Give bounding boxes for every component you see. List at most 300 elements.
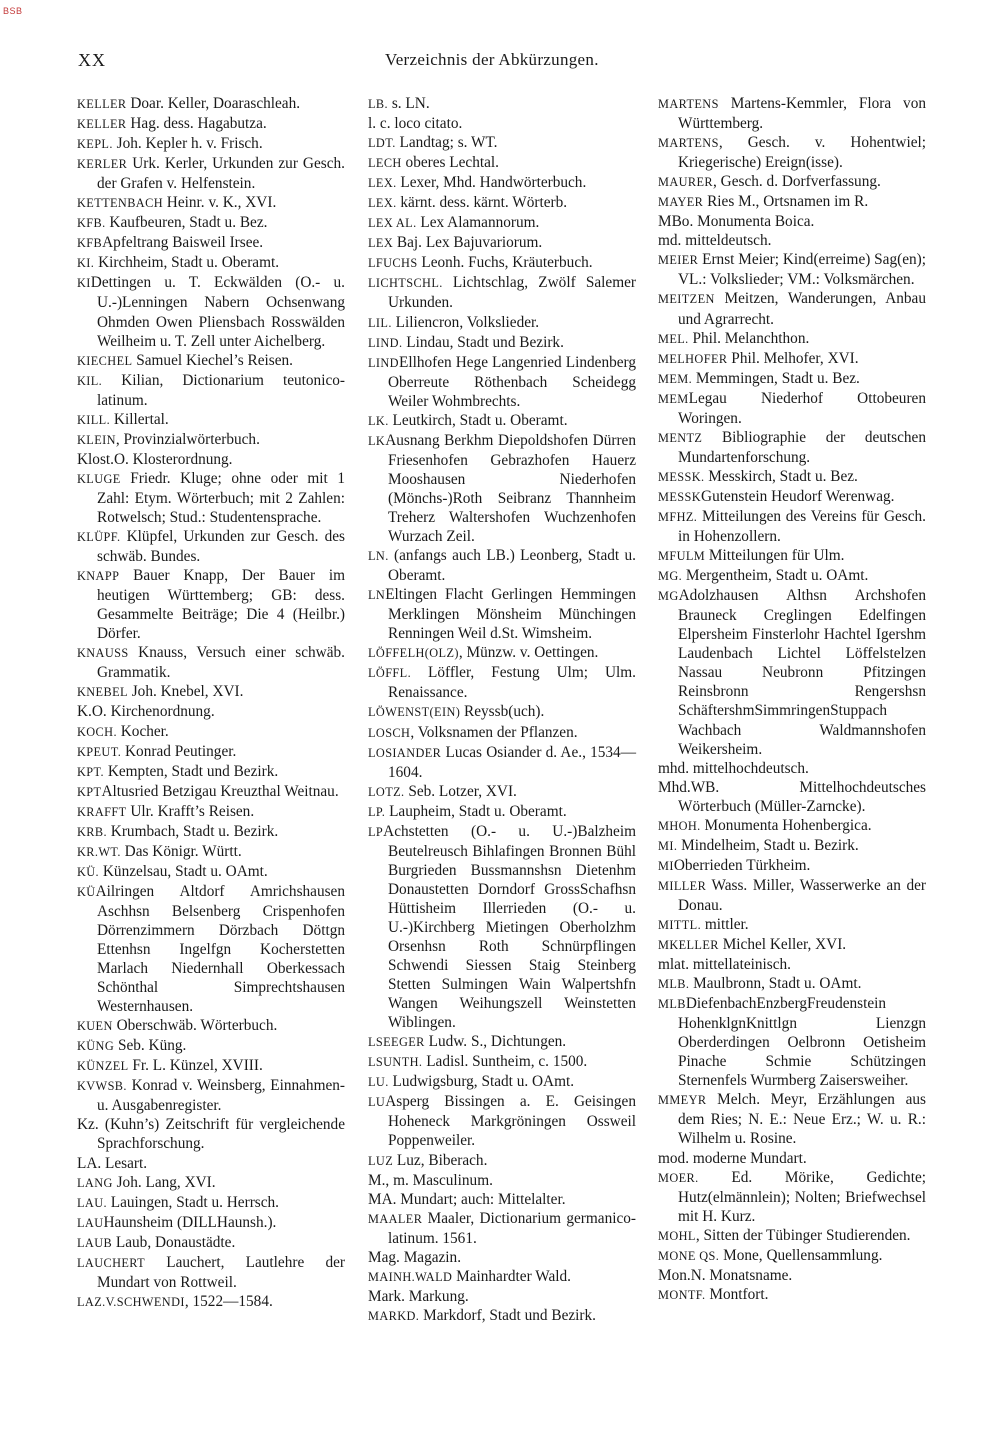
entry-text: Heinr. v. K., XVI. — [162, 194, 277, 212]
entry-text: Lexer, Mhd. Handwörterbuch. — [396, 174, 587, 192]
entry-abbreviation: LIND — [368, 355, 399, 370]
abbreviation-entry — [368, 1092, 636, 1150]
abbreviation-entry — [77, 566, 345, 643]
entry-abbreviation: MI — [658, 858, 674, 873]
entry-abbreviation: LEX. — [368, 196, 397, 211]
entry-abbreviation: KRAFFT — [77, 804, 127, 819]
abbreviation-entry — [368, 431, 636, 546]
abbreviation-entry — [658, 94, 926, 133]
abbreviation-entry — [658, 546, 926, 566]
entry-text: Kempten, Stadt und Bezirk. — [104, 762, 279, 780]
entry-text: Mark. Markung. — [368, 1287, 469, 1305]
abbreviation-entry — [77, 842, 345, 862]
entry-abbreviation: LSUNTH. — [368, 1055, 423, 1070]
entry-text: Ludw. S., Dichtungen. — [424, 1033, 567, 1051]
entry-text: Lauingen, Stadt u. Herrsch. — [106, 1193, 279, 1211]
entry-abbreviation: MONE QS. — [658, 1248, 720, 1263]
entry-text: MBo. Monumenta Boica. — [658, 213, 815, 231]
abbreviation-entry — [77, 94, 345, 114]
entry-abbreviation: LN. — [368, 549, 389, 564]
entry-text: Künzelsau, Stadt u. OAmt. — [99, 862, 268, 880]
entry-abbreviation: KPT. — [77, 764, 104, 779]
entry-abbreviation: KPT — [77, 784, 102, 799]
abbreviation-entry — [77, 134, 345, 154]
abbreviation-entry — [368, 153, 636, 173]
abbreviation-entry — [658, 955, 926, 974]
entry-abbreviation: MARTENS — [658, 136, 719, 151]
abbreviation-entry — [368, 313, 636, 333]
abbreviation-entry — [658, 994, 926, 1090]
entry-abbreviation: LAU — [77, 1215, 104, 1230]
entry-text: Ernst Meier; Kind(erreime) Sag(en); VL.: Volkslieder; VM.: Volksmärchen. — [678, 251, 926, 289]
entry-abbreviation: KPEUT. — [77, 744, 122, 759]
abbreviation-entry — [368, 1267, 636, 1287]
abbreviation-entry — [368, 173, 636, 193]
abbreviation-entry — [368, 233, 636, 253]
entry-text: mlat. mittellateinisch. — [658, 956, 791, 974]
entry-abbreviation: MAALER — [368, 1211, 423, 1226]
entry-text: Luz, Biberach. — [393, 1151, 488, 1169]
abbreviation-entry — [77, 802, 345, 822]
abbreviation-entry — [77, 114, 345, 134]
abbreviation-entry — [77, 1056, 345, 1076]
entry-abbreviation: MESSK — [658, 489, 702, 504]
entry-abbreviation: MENTZ — [658, 430, 703, 445]
entry-abbreviation: KLUGE — [77, 471, 121, 486]
entry-text: MA. Mundart; auch: Mittelalter. — [368, 1190, 566, 1208]
abbreviation-entry — [658, 192, 926, 212]
entry-text: , Provinzialwörterbuch. — [115, 430, 260, 448]
abbreviation-entry — [658, 369, 926, 389]
entry-abbreviation: MFHZ. — [658, 509, 698, 524]
abbreviation-entry — [658, 467, 926, 487]
entry-text: mhd. mittelhochdeutsch. — [658, 759, 809, 777]
abbreviation-entry — [658, 1285, 926, 1305]
abbreviation-entry — [658, 586, 926, 758]
entry-text: l. c. loco citato. — [368, 115, 463, 133]
entry-text: Maaler, Dictionarium germanico-latinum. 1561. — [388, 1209, 636, 1247]
abbreviation-entry — [368, 1072, 636, 1092]
abbreviation-entry — [77, 1233, 345, 1253]
abbreviation-entry — [368, 94, 636, 114]
entry-abbreviation: KNAUSS — [77, 646, 129, 661]
entry-text: Ries M., Ortsnamen im R. — [703, 193, 869, 211]
entry-text: Meitzen, Wanderungen, Anbau und Agrarrecht. — [678, 290, 926, 328]
abbreviation-entry — [368, 1248, 636, 1267]
entry-text: Phil. Melanchthon. — [688, 329, 810, 347]
abbreviation-entry — [658, 329, 926, 349]
entry-text: Leonh. Fuchs, Kräuterbuch. — [417, 254, 593, 272]
abbreviation-entry — [77, 1213, 345, 1233]
entry-abbreviation: MOHL — [658, 1228, 696, 1243]
abbreviation-entry — [77, 1292, 345, 1312]
entry-text: Friedr. Kluge; ohne oder mit 1 Zahl: Etym. Wörterbuch; mit 2 Zahlen: Rotwelsch; Stud.: Studentensprache. — [97, 469, 345, 526]
entry-abbreviation: LEX — [368, 236, 394, 251]
entry-text: Wass. Miller, Wasserwerke an der Donau. — [678, 876, 926, 914]
entry-abbreviation: KELLER — [77, 117, 127, 132]
entry-text: Kz. (Kuhn’s) Zeitschrift für vergleichende Sprachforschung. — [77, 1116, 345, 1153]
entry-text: Fr. L. Künzel, XVIII. — [128, 1057, 263, 1075]
abbreviation-entry — [77, 1193, 345, 1213]
abbreviation-entry — [658, 759, 926, 778]
abbreviation-entry — [77, 371, 345, 410]
entry-abbreviation: LOTZ. — [368, 784, 405, 799]
abbreviation-entry — [368, 133, 636, 153]
entry-text: (anfangs auch LB.) Leonberg, Stadt u. Oberamt. — [388, 547, 636, 585]
entry-abbreviation: KIL. — [77, 373, 103, 388]
entry-abbreviation: LÖFFELH(OLZ) — [368, 646, 459, 661]
abbreviation-entry — [658, 876, 926, 915]
entry-text: , Münzw. v. Oettingen. — [458, 644, 599, 662]
abbreviation-entry — [658, 507, 926, 546]
entry-abbreviation: LFUCHS — [368, 256, 418, 271]
entry-text: K.O. Kirchenordnung. — [77, 703, 215, 721]
entry-text: oberes Lechtal. — [401, 154, 499, 172]
entry-text: Messkirch, Stadt u. Bez. — [704, 467, 858, 485]
abbreviation-entry — [368, 723, 636, 743]
entry-abbreviation: LSEEGER — [368, 1035, 425, 1050]
abbreviation-entry — [658, 349, 926, 369]
entry-text: Doar. Keller, Doaraschleah. — [126, 95, 301, 112]
entry-abbreviation: LDT. — [368, 136, 396, 151]
entry-text: Markdorf, Stadt und Bezirk. — [419, 1306, 596, 1324]
entry-abbreviation: KÜ. — [77, 864, 100, 879]
abbreviation-entry — [658, 231, 926, 250]
entry-abbreviation: KIECHEL — [77, 353, 133, 368]
entry-text: md. mitteldeutsch. — [658, 232, 772, 250]
abbreviation-entry — [658, 428, 926, 467]
entry-text: Oberschwäb. Wörterbuch. — [112, 1017, 278, 1035]
entry-abbreviation: MELHOFER — [658, 351, 728, 366]
entry-abbreviation: KÜNZEL — [77, 1059, 129, 1074]
abbreviation-entry — [368, 822, 636, 1033]
entry-abbreviation: MEM — [658, 391, 689, 406]
abbreviation-entry — [368, 1190, 636, 1209]
entry-text: , Gesch. v. Hohentwiel; Kriegerische) Ereign(isse). — [678, 134, 926, 172]
entry-abbreviation: KÜNG — [77, 1039, 115, 1054]
entry-abbreviation: MAURER — [658, 175, 714, 190]
entry-abbreviation: LU. — [368, 1075, 389, 1090]
entry-abbreviation: MMEYR — [658, 1093, 707, 1108]
entry-abbreviation: LICHTSCHL. — [368, 276, 443, 291]
entry-text: , 1522—1584. — [184, 1292, 273, 1310]
abbreviation-entry — [77, 430, 345, 450]
entry-abbreviation: MG. — [658, 569, 683, 584]
entry-abbreviation: MG — [658, 589, 679, 604]
entry-abbreviation: LU — [368, 1095, 386, 1110]
entry-text: Ulr. Krafft’s Reisen. — [126, 802, 255, 820]
entry-text: Kocher. — [116, 722, 169, 740]
entry-abbreviation: KILL. — [77, 412, 111, 427]
entry-text: DiefenbachEnzbergFreudenstein HohenklgnKnittlgn Lienzgn Oberderdingen Oelbronn Oetisheim Pinache Schmie Schützingen Sternenfels Wurmberg Zaisersweiher. — [678, 995, 926, 1090]
entry-abbreviation: KEPL. — [77, 137, 113, 152]
entry-text: Haunsheim (DILLHaunsh.). — [103, 1213, 277, 1231]
entry-text: , Volksnamen der Pflanzen. — [410, 723, 578, 741]
entry-text: Legau Niederhof Ottobeuren Woringen. — [678, 389, 926, 427]
abbreviation-entry — [77, 273, 345, 350]
entry-text: M., m. Masculinum. — [368, 1171, 493, 1189]
entry-abbreviation: MEITZEN — [658, 292, 715, 307]
entry-abbreviation: LOSIANDER — [368, 745, 442, 760]
entry-text: Monumenta Hohenbergica. — [700, 816, 872, 834]
entry-text: Kilian, Dictionarium teutonico-latinum. — [97, 371, 345, 409]
entry-text: s. LN. — [388, 95, 430, 112]
abbreviation-entry — [658, 172, 926, 192]
abbreviation-entry — [658, 566, 926, 586]
entry-abbreviation: LP — [368, 824, 384, 839]
entry-text: Altusried Betzigau Kreuzthal Weitnau. — [101, 782, 339, 800]
entry-abbreviation: KELLER — [77, 97, 127, 111]
entry-text: Ed. Mörike, Gedichte; Hutz(elmännlein); Nolten; Briefwechsel mit H. Kurz. — [678, 1168, 926, 1225]
abbreviation-entry — [77, 1016, 345, 1036]
entry-text: Gutenstein Heudorf Werenwag. — [701, 487, 895, 505]
abbreviation-entry — [77, 1154, 345, 1173]
abbreviation-entry — [368, 702, 636, 722]
entry-abbreviation: MFULM — [658, 549, 706, 564]
abbreviation-entry — [77, 882, 345, 1016]
abbreviation-entry — [368, 1171, 636, 1190]
abbreviation-entry — [368, 114, 636, 133]
abbreviation-entry — [658, 289, 926, 328]
abbreviation-entry — [77, 1173, 345, 1193]
entry-abbreviation: LEX AL. — [368, 216, 417, 231]
abbreviation-entry — [368, 213, 636, 233]
abbreviation-entry — [77, 193, 345, 213]
abbreviation-entry — [658, 1266, 926, 1285]
abbreviation-entry — [77, 682, 345, 702]
abbreviation-entry — [658, 856, 926, 876]
entry-text: Löffler, Festung Ulm; Ulm. Renaissance. — [388, 664, 636, 702]
entry-text: Apfeltrang Baisweil Irsee. — [102, 234, 264, 252]
abbreviation-entry — [77, 469, 345, 527]
entry-text: Mag. Magazin. — [368, 1248, 462, 1266]
entry-abbreviation: MLB — [658, 997, 686, 1012]
entry-text: Asperg Bissingen a. E. Geisingen Hoheneck Markgröningen Ossweil Poppenweiler. — [385, 1093, 636, 1150]
entry-text: Urk. Kerler, Urkunden zur Gesch. der Grafen v. Helfenstein. — [97, 155, 345, 193]
entry-text: Klüpfel, Urkunden zur Gesch. des schwäb. Bundes. — [97, 528, 345, 566]
entry-abbreviation: LOSCH — [368, 725, 411, 740]
abbreviation-entry — [77, 722, 345, 742]
entry-text: Baj. Lex Bajuvariorum. — [393, 234, 543, 252]
abbreviation-entry — [77, 213, 345, 233]
entry-text: Oberrieden Türkheim. — [673, 856, 811, 874]
entry-text: Ellhofen Hege Langenried Lindenberg Oberreute Röthenbach Scheidegg Weiler Wohmbrechts. — [388, 353, 636, 410]
entry-abbreviation: LECH — [368, 156, 402, 171]
entry-text: Lauchert, Lautlehre der Mundart von Rottweil. — [97, 1253, 345, 1291]
abbreviation-entry — [368, 333, 636, 353]
entry-text: kärnt. dess. kärnt. Wörterb. — [396, 194, 568, 212]
entry-abbreviation: LAUCHERT — [77, 1255, 146, 1270]
entry-abbreviation: MI. — [658, 838, 678, 853]
entry-abbreviation: MKELLER — [658, 938, 719, 953]
entry-text: Michel Keller, XVI. — [718, 936, 847, 954]
entry-text: Seb. Küng. — [114, 1037, 187, 1055]
entry-text: Eltingen Flacht Gerlingen Hemmingen Merklingen Mönsheim Münchingen Renningen Weil d.St. Wimsheim. — [385, 586, 636, 643]
abbreviation-entry — [77, 527, 345, 566]
entry-text: mittler. — [701, 915, 749, 933]
running-header: Verzeichnis der Abkürzungen. — [385, 50, 599, 69]
page-number: XX — [78, 50, 106, 70]
entry-text: Mitteilungen des Vereins für Gesch. in Hohenzollern. — [678, 507, 926, 546]
abbreviation-entry — [77, 351, 345, 371]
entry-abbreviation: MLB. — [658, 977, 690, 992]
entry-text: Ladisl. Suntheim, c. 1500. — [422, 1053, 588, 1071]
entry-abbreviation: MARKD. — [368, 1308, 420, 1323]
abbreviation-entry — [77, 702, 345, 721]
entry-abbreviation: KNEBEL — [77, 685, 128, 700]
entry-text: Bibliographie der deutschen Mundartenforschung. — [678, 428, 926, 466]
abbreviation-entry — [658, 935, 926, 955]
library-stamp: BSB — [3, 6, 23, 16]
abbreviation-entry — [658, 778, 926, 816]
abbreviation-entry — [658, 836, 926, 856]
abbreviation-entry — [368, 643, 636, 663]
entry-abbreviation: KFB. — [77, 216, 106, 231]
entry-abbreviation: LK — [368, 433, 386, 448]
entry-text: Martens-Kemmler, Flora von Württemberg. — [678, 95, 926, 133]
entry-text: Maulbronn, Stadt u. OAmt. — [689, 975, 862, 993]
entry-text: Krumbach, Stadt u. Bezirk. — [106, 822, 279, 840]
entry-text: Joh. Kepler h. v. Frisch. — [112, 135, 263, 153]
abbreviation-entry — [658, 389, 926, 428]
entry-text: Montfort. — [705, 1285, 769, 1303]
entry-text: Reyssb(uch). — [460, 703, 545, 721]
entry-text: Hag. dess. Hagabutza. — [126, 115, 267, 133]
entry-text: Mone, Quellensammlung. — [719, 1246, 883, 1264]
entry-text: Klost.O. Klosterordnung. — [77, 450, 233, 468]
entry-abbreviation: MAINH.WALD — [368, 1269, 453, 1284]
abbreviation-entry — [368, 1209, 636, 1248]
abbreviation-entry — [658, 1226, 926, 1246]
entry-text: Kaufbeuren, Stadt u. Bez. — [105, 214, 268, 232]
abbreviation-entry — [77, 862, 345, 882]
entry-text: Mon.N. Monatsname. — [658, 1266, 793, 1284]
abbreviation-entry — [658, 1149, 926, 1168]
abbreviation-entry — [77, 410, 345, 430]
entry-abbreviation: KVWSB. — [77, 1079, 127, 1094]
entry-abbreviation: LB. — [368, 97, 388, 111]
entry-abbreviation: LUZ — [368, 1153, 394, 1168]
entry-text: Ailringen Altdorf Amrichshausen Aschhsn Belsenberg Crispenhofen Dörrenzimmern Dörzbach Döttgn Ettenhsn Ingelfgn Kocherstetten Marlach Niedernhall Oberkessach Schönthal Simprechtshausen Westernhausen. — [95, 882, 345, 1016]
abbreviation-entry — [77, 253, 345, 273]
entry-text: Adolzhausen Althsn Archshofen Brauneck Creglingen Edelfingen Elpersheim Finsterlohr Hachtel Igershm Laudenbach Lichtel Löffelstelzen Nassau Neubronn Pfitzingen Reinsbronn Rengershsn SchäftershmSimmringenStuppach Wachbach Waldmannshofen Weikersheim. — [678, 587, 926, 758]
entry-text: Memmingen, Stadt u. Bez. — [692, 369, 860, 387]
abbreviation-entry — [77, 643, 345, 682]
entry-text: Samuel Kiechel’s Reisen. — [132, 351, 293, 369]
entry-text: Landtag; s. WT. — [395, 134, 498, 152]
abbreviation-entry — [368, 1287, 636, 1306]
entry-abbreviation: MESSK. — [658, 469, 705, 484]
abbreviation-entry — [77, 762, 345, 782]
abbreviation-entry — [77, 450, 345, 469]
entry-abbreviation: MARTENS — [658, 97, 719, 111]
entry-text: Das Königr. Württ. — [120, 842, 242, 860]
entry-text: Knauss, Versuch einer schwäb. Grammatik. — [97, 644, 345, 682]
entry-text: Mergentheim, Stadt u. OAmt. — [682, 567, 869, 585]
entry-abbreviation: LANG — [77, 1175, 113, 1190]
entry-abbreviation: LIL. — [368, 315, 392, 330]
abbreviation-entry — [658, 1246, 926, 1266]
entry-abbreviation: MEIER — [658, 253, 699, 268]
abbreviation-entry — [658, 1168, 926, 1226]
entry-text: Lindau, Stadt und Bezirk. — [402, 333, 564, 351]
abbreviation-entry — [77, 1253, 345, 1292]
entry-abbreviation: LAZ.V.SCHWENDI — [77, 1294, 185, 1309]
entry-text: Lucas Osiander d. Ae., 1534—1604. — [388, 743, 636, 781]
entry-text: Mainhardter Wald. — [452, 1267, 571, 1285]
entry-abbreviation: LAUB — [77, 1235, 113, 1250]
entry-abbreviation: LÖFFL. — [368, 666, 412, 681]
abbreviation-entry — [368, 273, 636, 312]
entry-text: Melch. Meyr, Erzählungen aus dem Ries; N. E.: Neue Erz.; W. u. R.: Wilhelm u. Rosine. — [678, 1091, 926, 1148]
abbreviation-entry — [658, 250, 926, 289]
entry-text: Ausnang Berkhm Diepoldshofen Dürren Friesenhofen Gebrazhofen Hauerz Mooshausen Niederhofen (Mönchs-)Roth Seibranz Thannheim Treherz Waltershofen Wuchzenhofen Wurzach Zeil. — [385, 431, 636, 546]
abbreviation-entry — [658, 816, 926, 836]
entry-abbreviation: MOER. — [658, 1170, 699, 1185]
abbreviation-entry — [368, 353, 636, 411]
abbreviation-entry — [77, 1115, 345, 1153]
entry-text: Ludwigsburg, Stadt u. OAmt. — [388, 1073, 575, 1091]
entry-abbreviation: KRB. — [77, 824, 107, 839]
entry-text: Dettingen u. T. Eckwälden (O.- u. U.-)Lenningen Nabern Ochsenwang Ohmden Owen Pliensbach Rosswälden Weilheim u. T. Zell unter Aichelberg. — [90, 274, 345, 350]
abbreviation-entry — [658, 487, 926, 507]
entry-text: Seb. Lotzer, XVI. — [404, 782, 517, 800]
abbreviation-entry — [368, 1052, 636, 1072]
entry-abbreviation: LIND. — [368, 335, 403, 350]
entry-text: , Gesch. d. Dorfverfassung. — [713, 173, 881, 191]
entry-abbreviation: MAYER — [658, 195, 704, 210]
abbreviation-entry — [368, 1032, 636, 1052]
entry-text: Laupheim, Stadt u. Oberamt. — [385, 802, 567, 820]
abbreviation-entry — [368, 193, 636, 213]
entry-abbreviation: KNAPP — [77, 569, 120, 584]
entry-text: Kirchheim, Stadt u. Oberamt. — [94, 254, 280, 272]
entry-text: Bauer Knapp, Der Bauer im heutigen Württemberg; GB: dess. Gesammelte Beiträge; Die 4 (Heilbr.) Dörfer. — [97, 567, 345, 643]
entry-abbreviation: KUEN — [77, 1019, 113, 1034]
abbreviation-entry — [368, 802, 636, 822]
abbreviation-entry — [368, 411, 636, 431]
entry-text: Killertal. — [110, 410, 169, 428]
abbreviation-entry — [77, 1076, 345, 1115]
entry-abbreviation: LK. — [368, 413, 389, 428]
column-left — [77, 94, 345, 1312]
abbreviation-entry — [368, 663, 636, 702]
abbreviation-entry — [77, 233, 345, 253]
entry-abbreviation: KETTENBACH — [77, 196, 163, 211]
entry-text: Lichtschlag, Zwölf Salemer Urkunden. — [388, 274, 636, 312]
entry-text: Phil. Melhofer, XVI. — [727, 349, 859, 367]
entry-text: Laub, Donaustädte. — [112, 1233, 236, 1251]
entry-text: mod. moderne Mundart. — [658, 1149, 807, 1167]
abbreviation-entry — [658, 1090, 926, 1148]
entry-abbreviation: KLEIN — [77, 432, 116, 447]
abbreviation-entry — [77, 1036, 345, 1056]
entry-abbreviation: LAU. — [77, 1195, 107, 1210]
abbreviation-entry — [77, 154, 345, 193]
entry-text: Konrad v. Weinsberg, Einnahmen- u. Ausgabenregister. — [97, 1077, 345, 1115]
entry-abbreviation: LP. — [368, 804, 386, 819]
column-middle — [368, 94, 636, 1326]
entry-abbreviation: MITTL. — [658, 917, 702, 932]
entry-abbreviation: KI — [77, 276, 91, 291]
entry-abbreviation: LEX. — [368, 176, 397, 191]
abbreviation-entry — [368, 546, 636, 585]
entry-abbreviation: LN — [368, 588, 386, 603]
abbreviation-entry — [368, 253, 636, 273]
abbreviation-entry — [77, 782, 345, 802]
entry-text: Liliencron, Volkslieder. — [391, 313, 540, 331]
abbreviation-entry — [368, 743, 636, 782]
